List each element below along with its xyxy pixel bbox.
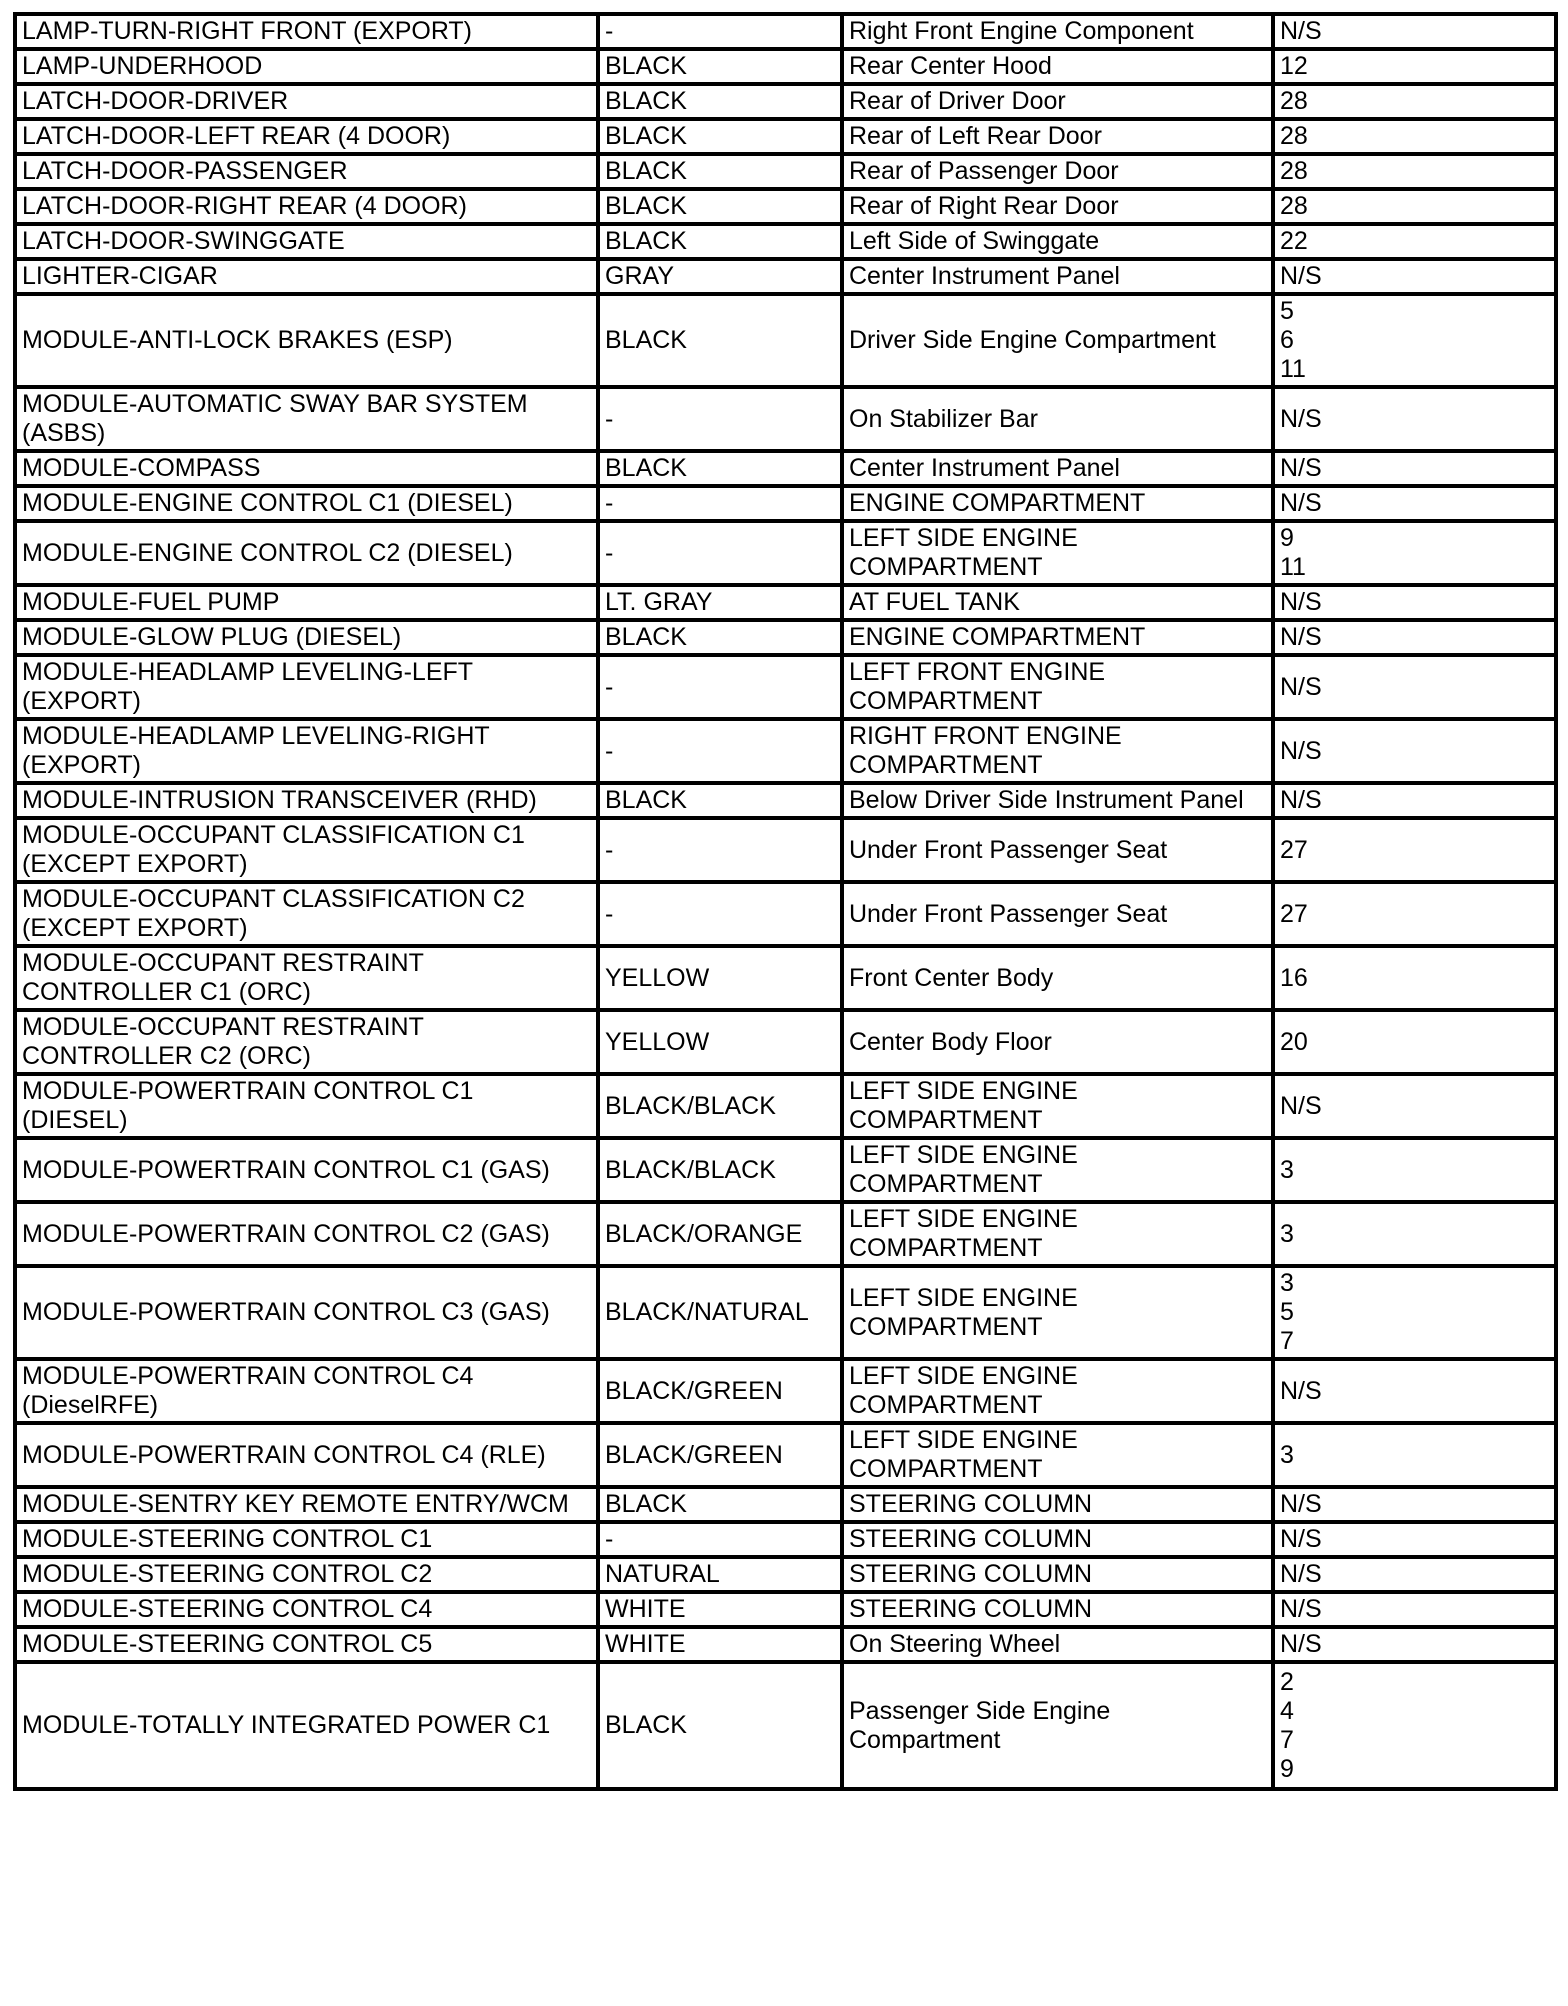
- connector-name-cell: LATCH-DOOR-SWINGGATE: [15, 224, 598, 259]
- connector-location-table-page: [13, 12, 1554, 1791]
- connector-color-cell: BLACK: [598, 189, 842, 224]
- connector-color-cell: BLACK: [598, 294, 842, 387]
- connector-name-cell: MODULE-POWERTRAIN CONTROL C1 (GAS): [15, 1138, 598, 1202]
- connector-name-cell: MODULE-FUEL PUMP: [15, 585, 598, 620]
- connector-color-cell: BLACK: [598, 1662, 842, 1789]
- connector-location-cell: Right Front Engine Component: [842, 14, 1273, 49]
- figure-number-cell: 3: [1273, 1202, 1556, 1266]
- connector-color-cell: BLACK: [598, 84, 842, 119]
- table-row: [15, 1138, 1556, 1202]
- connector-name-cell: MODULE-POWERTRAIN CONTROL C2 (GAS): [15, 1202, 598, 1266]
- connector-location-cell: Under Front Passenger Seat: [842, 882, 1273, 946]
- figure-number-cell: 16: [1273, 946, 1556, 1010]
- connector-name-cell: MODULE-OCCUPANT RESTRAINT CONTROLLER C1 (ORC): [15, 946, 598, 1010]
- connector-color-cell: -: [598, 387, 842, 451]
- table-row: [15, 1423, 1556, 1487]
- connector-name-cell: MODULE-POWERTRAIN CONTROL C4 (DieselRFE): [15, 1359, 598, 1423]
- figure-number-cell: 12: [1273, 49, 1556, 84]
- connector-color-cell: BLACK: [598, 451, 842, 486]
- table-row: [15, 189, 1556, 224]
- connector-location-cell: STEERING COLUMN: [842, 1487, 1273, 1522]
- table-row: [15, 1359, 1556, 1423]
- connector-name-cell: MODULE-STEERING CONTROL C4: [15, 1592, 598, 1627]
- connector-color-cell: -: [598, 818, 842, 882]
- connector-color-cell: WHITE: [598, 1627, 842, 1662]
- figure-number-cell: N/S: [1273, 1592, 1556, 1627]
- connector-location-table: [13, 12, 1558, 1791]
- connector-name-cell: LAMP-UNDERHOOD: [15, 49, 598, 84]
- connector-location-cell: ENGINE COMPARTMENT: [842, 620, 1273, 655]
- connector-location-cell: LEFT SIDE ENGINE COMPARTMENT: [842, 1202, 1273, 1266]
- table-row: [15, 1010, 1556, 1074]
- figure-number-cell: N/S: [1273, 1627, 1556, 1662]
- table-row: [15, 620, 1556, 655]
- connector-location-cell: Under Front Passenger Seat: [842, 818, 1273, 882]
- connector-name-cell: MODULE-OCCUPANT CLASSIFICATION C2 (EXCEPT EXPORT): [15, 882, 598, 946]
- connector-location-cell: LEFT SIDE ENGINE COMPARTMENT: [842, 1074, 1273, 1138]
- connector-location-cell: Driver Side Engine Compartment: [842, 294, 1273, 387]
- table-row: [15, 49, 1556, 84]
- table-row: [15, 294, 1556, 387]
- connector-color-cell: BLACK: [598, 49, 842, 84]
- figure-number-cell: 22: [1273, 224, 1556, 259]
- connector-location-cell: Passenger Side Engine Compartment: [842, 1662, 1273, 1789]
- connector-name-cell: LATCH-DOOR-PASSENGER: [15, 154, 598, 189]
- connector-location-cell: Rear of Passenger Door: [842, 154, 1273, 189]
- table-row: [15, 1074, 1556, 1138]
- connector-location-cell: LEFT SIDE ENGINE COMPARTMENT: [842, 1266, 1273, 1359]
- connector-color-cell: -: [598, 882, 842, 946]
- table-body: [15, 14, 1556, 1789]
- figure-number-cell: 2 4 7 9: [1273, 1662, 1556, 1789]
- connector-name-cell: MODULE-COMPASS: [15, 451, 598, 486]
- connector-name-cell: LATCH-DOOR-LEFT REAR (4 DOOR): [15, 119, 598, 154]
- figure-number-cell: N/S: [1273, 387, 1556, 451]
- connector-color-cell: -: [598, 14, 842, 49]
- connector-name-cell: MODULE-GLOW PLUG (DIESEL): [15, 620, 598, 655]
- figure-number-cell: N/S: [1273, 655, 1556, 719]
- table-row: [15, 1557, 1556, 1592]
- figure-number-cell: 3: [1273, 1423, 1556, 1487]
- connector-color-cell: BLACK: [598, 119, 842, 154]
- connector-location-cell: ENGINE COMPARTMENT: [842, 486, 1273, 521]
- connector-name-cell: LAMP-TURN-RIGHT FRONT (EXPORT): [15, 14, 598, 49]
- connector-name-cell: MODULE-TOTALLY INTEGRATED POWER C1: [15, 1662, 598, 1789]
- connector-location-cell: LEFT SIDE ENGINE COMPARTMENT: [842, 1359, 1273, 1423]
- connector-color-cell: -: [598, 655, 842, 719]
- connector-location-cell: STEERING COLUMN: [842, 1557, 1273, 1592]
- table-row: [15, 655, 1556, 719]
- connector-name-cell: LATCH-DOOR-DRIVER: [15, 84, 598, 119]
- figure-number-cell: N/S: [1273, 14, 1556, 49]
- connector-color-cell: YELLOW: [598, 1010, 842, 1074]
- connector-location-cell: STEERING COLUMN: [842, 1522, 1273, 1557]
- table-row: [15, 224, 1556, 259]
- connector-color-cell: GRAY: [598, 259, 842, 294]
- connector-color-cell: BLACK: [598, 620, 842, 655]
- figure-number-cell: 27: [1273, 818, 1556, 882]
- connector-location-cell: RIGHT FRONT ENGINE COMPARTMENT: [842, 719, 1273, 783]
- connector-name-cell: MODULE-INTRUSION TRANSCEIVER (RHD): [15, 783, 598, 818]
- connector-name-cell: MODULE-HEADLAMP LEVELING-LEFT (EXPORT): [15, 655, 598, 719]
- connector-location-cell: On Steering Wheel: [842, 1627, 1273, 1662]
- table-row: [15, 1592, 1556, 1627]
- connector-color-cell: BLACK/BLACK: [598, 1074, 842, 1138]
- connector-name-cell: MODULE-ANTI-LOCK BRAKES (ESP): [15, 294, 598, 387]
- figure-number-cell: 5 6 11: [1273, 294, 1556, 387]
- figure-number-cell: N/S: [1273, 451, 1556, 486]
- figure-number-cell: 28: [1273, 189, 1556, 224]
- table-row: [15, 1627, 1556, 1662]
- connector-color-cell: BLACK/BLACK: [598, 1138, 842, 1202]
- table-row: [15, 451, 1556, 486]
- connector-color-cell: BLACK/ORANGE: [598, 1202, 842, 1266]
- connector-name-cell: MODULE-ENGINE CONTROL C2 (DIESEL): [15, 521, 598, 585]
- connector-color-cell: -: [598, 719, 842, 783]
- table-row: [15, 946, 1556, 1010]
- figure-number-cell: N/S: [1273, 1074, 1556, 1138]
- connector-name-cell: MODULE-HEADLAMP LEVELING-RIGHT (EXPORT): [15, 719, 598, 783]
- connector-color-cell: BLACK: [598, 783, 842, 818]
- figure-number-cell: 28: [1273, 154, 1556, 189]
- table-row: [15, 1202, 1556, 1266]
- connector-name-cell: MODULE-POWERTRAIN CONTROL C3 (GAS): [15, 1266, 598, 1359]
- connector-color-cell: YELLOW: [598, 946, 842, 1010]
- table-row: [15, 14, 1556, 49]
- connector-location-cell: Below Driver Side Instrument Panel: [842, 783, 1273, 818]
- connector-location-cell: LEFT SIDE ENGINE COMPARTMENT: [842, 1138, 1273, 1202]
- figure-number-cell: 3 5 7: [1273, 1266, 1556, 1359]
- connector-name-cell: MODULE-OCCUPANT CLASSIFICATION C1 (EXCEPT EXPORT): [15, 818, 598, 882]
- connector-color-cell: BLACK: [598, 154, 842, 189]
- table-row: [15, 154, 1556, 189]
- table-row: [15, 882, 1556, 946]
- connector-location-cell: LEFT SIDE ENGINE COMPARTMENT: [842, 1423, 1273, 1487]
- figure-number-cell: N/S: [1273, 1557, 1556, 1592]
- connector-color-cell: WHITE: [598, 1592, 842, 1627]
- connector-location-cell: Rear of Left Rear Door: [842, 119, 1273, 154]
- table-row: [15, 818, 1556, 882]
- table-row: [15, 783, 1556, 818]
- table-row: [15, 486, 1556, 521]
- figure-number-cell: N/S: [1273, 585, 1556, 620]
- connector-name-cell: MODULE-ENGINE CONTROL C1 (DIESEL): [15, 486, 598, 521]
- figure-number-cell: 9 11: [1273, 521, 1556, 585]
- connector-location-cell: Rear of Right Rear Door: [842, 189, 1273, 224]
- figure-number-cell: N/S: [1273, 1487, 1556, 1522]
- connector-color-cell: BLACK/GREEN: [598, 1359, 842, 1423]
- connector-location-cell: LEFT SIDE ENGINE COMPARTMENT: [842, 521, 1273, 585]
- connector-name-cell: LIGHTER-CIGAR: [15, 259, 598, 294]
- table-row: [15, 1266, 1556, 1359]
- connector-color-cell: BLACK: [598, 1487, 842, 1522]
- figure-number-cell: N/S: [1273, 486, 1556, 521]
- table-row: [15, 259, 1556, 294]
- connector-name-cell: MODULE-AUTOMATIC SWAY BAR SYSTEM (ASBS): [15, 387, 598, 451]
- table-row: [15, 1662, 1556, 1789]
- table-row: [15, 719, 1556, 783]
- table-row: [15, 585, 1556, 620]
- figure-number-cell: N/S: [1273, 783, 1556, 818]
- connector-color-cell: NATURAL: [598, 1557, 842, 1592]
- connector-location-cell: Center Body Floor: [842, 1010, 1273, 1074]
- figure-number-cell: N/S: [1273, 259, 1556, 294]
- connector-location-cell: Rear Center Hood: [842, 49, 1273, 84]
- connector-location-cell: Left Side of Swinggate: [842, 224, 1273, 259]
- connector-location-cell: Front Center Body: [842, 946, 1273, 1010]
- figure-number-cell: N/S: [1273, 1359, 1556, 1423]
- figure-number-cell: N/S: [1273, 719, 1556, 783]
- table-row: [15, 1487, 1556, 1522]
- figure-number-cell: 27: [1273, 882, 1556, 946]
- figure-number-cell: 28: [1273, 84, 1556, 119]
- connector-color-cell: BLACK/GREEN: [598, 1423, 842, 1487]
- connector-name-cell: MODULE-POWERTRAIN CONTROL C1 (DIESEL): [15, 1074, 598, 1138]
- connector-location-cell: STEERING COLUMN: [842, 1592, 1273, 1627]
- connector-color-cell: -: [598, 1522, 842, 1557]
- connector-color-cell: BLACK: [598, 224, 842, 259]
- connector-location-cell: On Stabilizer Bar: [842, 387, 1273, 451]
- connector-color-cell: -: [598, 486, 842, 521]
- table-row: [15, 387, 1556, 451]
- figure-number-cell: N/S: [1273, 620, 1556, 655]
- figure-number-cell: N/S: [1273, 1522, 1556, 1557]
- connector-name-cell: MODULE-POWERTRAIN CONTROL C4 (RLE): [15, 1423, 598, 1487]
- connector-name-cell: LATCH-DOOR-RIGHT REAR (4 DOOR): [15, 189, 598, 224]
- figure-number-cell: 20: [1273, 1010, 1556, 1074]
- connector-color-cell: BLACK/NATURAL: [598, 1266, 842, 1359]
- connector-name-cell: MODULE-SENTRY KEY REMOTE ENTRY/WCM: [15, 1487, 598, 1522]
- connector-name-cell: MODULE-STEERING CONTROL C1: [15, 1522, 598, 1557]
- connector-location-cell: Center Instrument Panel: [842, 259, 1273, 294]
- table-row: [15, 84, 1556, 119]
- figure-number-cell: 3: [1273, 1138, 1556, 1202]
- connector-name-cell: MODULE-STEERING CONTROL C5: [15, 1627, 598, 1662]
- connector-location-cell: AT FUEL TANK: [842, 585, 1273, 620]
- connector-name-cell: MODULE-STEERING CONTROL C2: [15, 1557, 598, 1592]
- figure-number-cell: 28: [1273, 119, 1556, 154]
- connector-name-cell: MODULE-OCCUPANT RESTRAINT CONTROLLER C2 (ORC): [15, 1010, 598, 1074]
- connector-location-cell: Rear of Driver Door: [842, 84, 1273, 119]
- connector-color-cell: LT. GRAY: [598, 585, 842, 620]
- table-row: [15, 119, 1556, 154]
- table-row: [15, 1522, 1556, 1557]
- connector-color-cell: -: [598, 521, 842, 585]
- connector-location-cell: LEFT FRONT ENGINE COMPARTMENT: [842, 655, 1273, 719]
- table-row: [15, 521, 1556, 585]
- connector-location-cell: Center Instrument Panel: [842, 451, 1273, 486]
